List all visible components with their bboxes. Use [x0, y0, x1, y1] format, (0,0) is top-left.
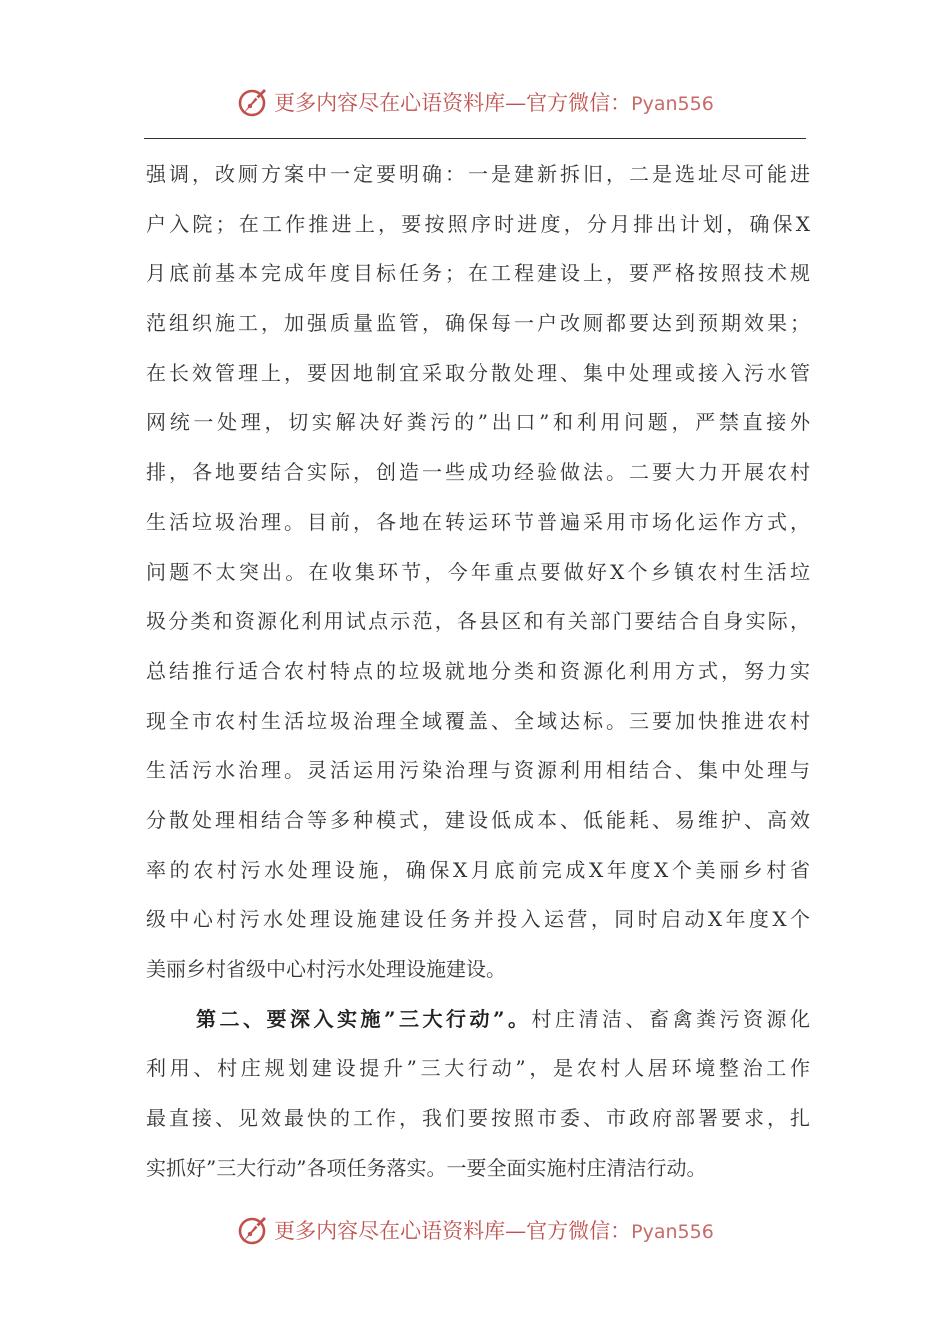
- text-line: 范组织施工，加强质量监管，确保每一户改厕都要达到预期效果；: [146, 311, 810, 336]
- text-line: 在长效管理上，要因地制宜采取分散处理、集中处理或接入污水管: [146, 360, 810, 385]
- text-span: 村庄清洁、畜禽粪污资源化: [531, 1006, 810, 1031]
- text-line: 总结推行适合农村特点的垃圾就地分类和资源化利用方式，努力实: [146, 658, 810, 683]
- document-body: [146, 150, 810, 1193]
- banner-text: [274, 87, 714, 117]
- banner-text: [274, 1215, 714, 1245]
- text-line: 美丽乡村省级中心村污水处理设施建设。: [146, 957, 506, 981]
- text-line: 分散处理相结合等多种模式，建设低成本、低能耗、易维护、高效: [146, 807, 810, 832]
- text-line: 级中心村污水处理设施建设任务并投入运营，同时启动X年度X个: [146, 907, 810, 932]
- header-divider: [144, 138, 806, 139]
- paragraph-1: [146, 150, 810, 995]
- text-line-first: [146, 995, 810, 1045]
- paragraph-2: [146, 995, 810, 1194]
- banner-wechat-id: Pyan556: [631, 1221, 714, 1243]
- text-line: 网统一处理，切实解决好粪污的”出口”和利用问题，严禁直接外: [146, 410, 810, 435]
- text-line: 利用、村庄规划建设提升”三大行动”，是农村人居环境整治工作: [146, 1056, 810, 1081]
- text-line: 圾分类和资源化利用试点示范，各县区和有关部门要结合自身实际，: [146, 609, 810, 634]
- text-line: 强调，改厕方案中一定要明确：一是建新拆旧，二是选址尽可能进: [146, 162, 810, 186]
- text-line: 生活污水治理。灵活运用污染治理与资源利用相结合、集中处理与: [146, 758, 810, 783]
- text-line: 户入院；在工作推进上，要按照序时进度，分月排出计划，确保X: [146, 211, 810, 236]
- text-line: 生活垃圾治理。目前，各地在转运环节普遍采用市场化运作方式，: [146, 509, 810, 534]
- footer-banner: [0, 1208, 950, 1252]
- text-line: 率的农村污水处理设施，确保X月底前完成X年度X个美丽乡村省: [146, 857, 810, 882]
- header-banner: [0, 80, 950, 124]
- banner-text-cn: 更多内容尽在心语资料库—官方微信：: [274, 91, 632, 115]
- text-line: 现全市农村生活垃圾治理全域覆盖、全域达标。三要加快推进农村: [146, 708, 810, 733]
- text-line: 最直接、见效最快的工作，我们要按照市委、市政府部署要求，扎: [146, 1106, 810, 1131]
- text-line: 实抓好”三大行动”各项任务落实。一要全面实施村庄清洁行动。: [146, 1155, 707, 1180]
- pen-nib-circle-icon: [236, 1213, 270, 1247]
- section-heading: 第二、要深入实施”三大行动”。: [196, 1006, 532, 1031]
- pen-nib-circle-icon: [236, 85, 270, 119]
- text-line: 月底前基本完成年度目标任务；在工程建设上，要严格按照技术规: [146, 261, 810, 286]
- text-line: 排，各地要结合实际，创造一些成功经验做法。二要大力开展农村: [146, 460, 810, 485]
- banner-wechat-id: Pyan556: [631, 93, 714, 115]
- banner-text-cn: 更多内容尽在心语资料库—官方微信：: [274, 1219, 632, 1243]
- text-line: 问题不太突出。在收集环节，今年重点要做好X个乡镇农村生活垃: [146, 559, 810, 584]
